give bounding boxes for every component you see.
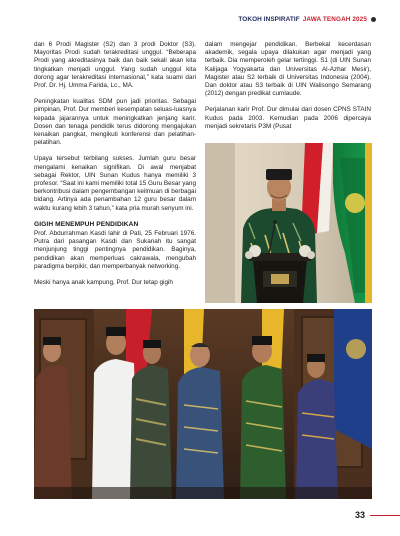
body-paragraph: dalam mengejar pendidikan. Berbekal kecerdasan akademik, segala upaya dilakukan agar menjadi yang terbaik. Dia memperoleh gelar tertinggi. S1 (di UIN Sunan Kalijaga Yogyakarta dan Universitas Al-Azhar Mesir), Magister atau S2 terbaik di Universitas Indonesia (2004). Dan doktor atau S3 terbaik di UIN Walisongo Semarang (2012) dengan predikat cumlaude. — [205, 41, 371, 98]
speaker-at-podium-photo — [205, 143, 372, 303]
header-kicker: TOKOH INSPIRATIF — [238, 15, 300, 23]
right-text-column — [205, 41, 371, 131]
body-paragraph: Meski hanya anak kampung, Prof. Dur tetap gigih — [34, 279, 173, 287]
section-subheading: GIGIH MENEMPUH PENDIDIKAN — [34, 220, 139, 228]
page-number: 33 — [355, 510, 366, 520]
body-paragraph: dan 6 Prodi Magister (S2) dan 3 prodi Doktor (S3). Mayoritas Prodi sudah terakreditasi unggul. “Beberapa Prodi yang akreditasinya baik dan baik sekali akan kita tingkatkan menjadi unggul. Yang sudah unggul kita dorong agar terakreditasi internasional,” kata suami dari Prof. Dr. Hj. Umma Farida, Lc., MA. — [34, 41, 196, 90]
body-paragraph: Upaya tersebut terbilang sukses. Jumlah guru besar mengalami kenaikan signifikan. Di awal menjabat sebagai Rektor, UIN Sunan Kudus hanya memiliki 3 profesor. “Saat ini kami memiliki total 15 Guru Besar yang berkontribusi dalam pengembangan keilmuan di berbagai bidang. Artinya ada penambahan 12 guru besar dalam waktu kurang lebih 3 tahun,” kata pria murah senyum ini. — [34, 155, 196, 212]
body-paragraph: Perjalanan karir Prof. Dur dimulai dari dosen CPNS STAIN Kudus pada 2003. Kemudian pada 2006 dipercaya menjadi sekretaris P3M (Pusat — [205, 106, 371, 130]
left-text-column — [34, 41, 196, 287]
body-paragraph: Prof. Abdurrahman Kasdi lahir di Pati, 25 Februari 1976. Putra dari pasangan Kasdi dan Sukanah itu sangat menjunjung tinggi pentingnya pendidikan. Baginya, pendidikan akan memperluas cakrawala, mengubah paradigma berpikir, dan memperbanyak networking. — [34, 230, 196, 270]
body-paragraph: Peningkatan kualitas SDM pun jadi prioritas. Sebagai pimpinan, Prof. Dur memberi kesempatan seluas-luasnya kepada jajarannya untuk meningkatkan jenjang karir. Dosen dan tenaga pendidik terus didorong mengajukan kenaikan pangkat, mengikuti konferensi dan pelatihan-pelatihan. — [34, 98, 196, 147]
page-number-rule — [370, 515, 400, 516]
header-bullet-icon — [371, 17, 376, 22]
page-header — [238, 13, 376, 25]
group-conversation-photo — [34, 309, 372, 499]
header-highlight: JAWA TENGAH 2025 — [302, 15, 367, 23]
